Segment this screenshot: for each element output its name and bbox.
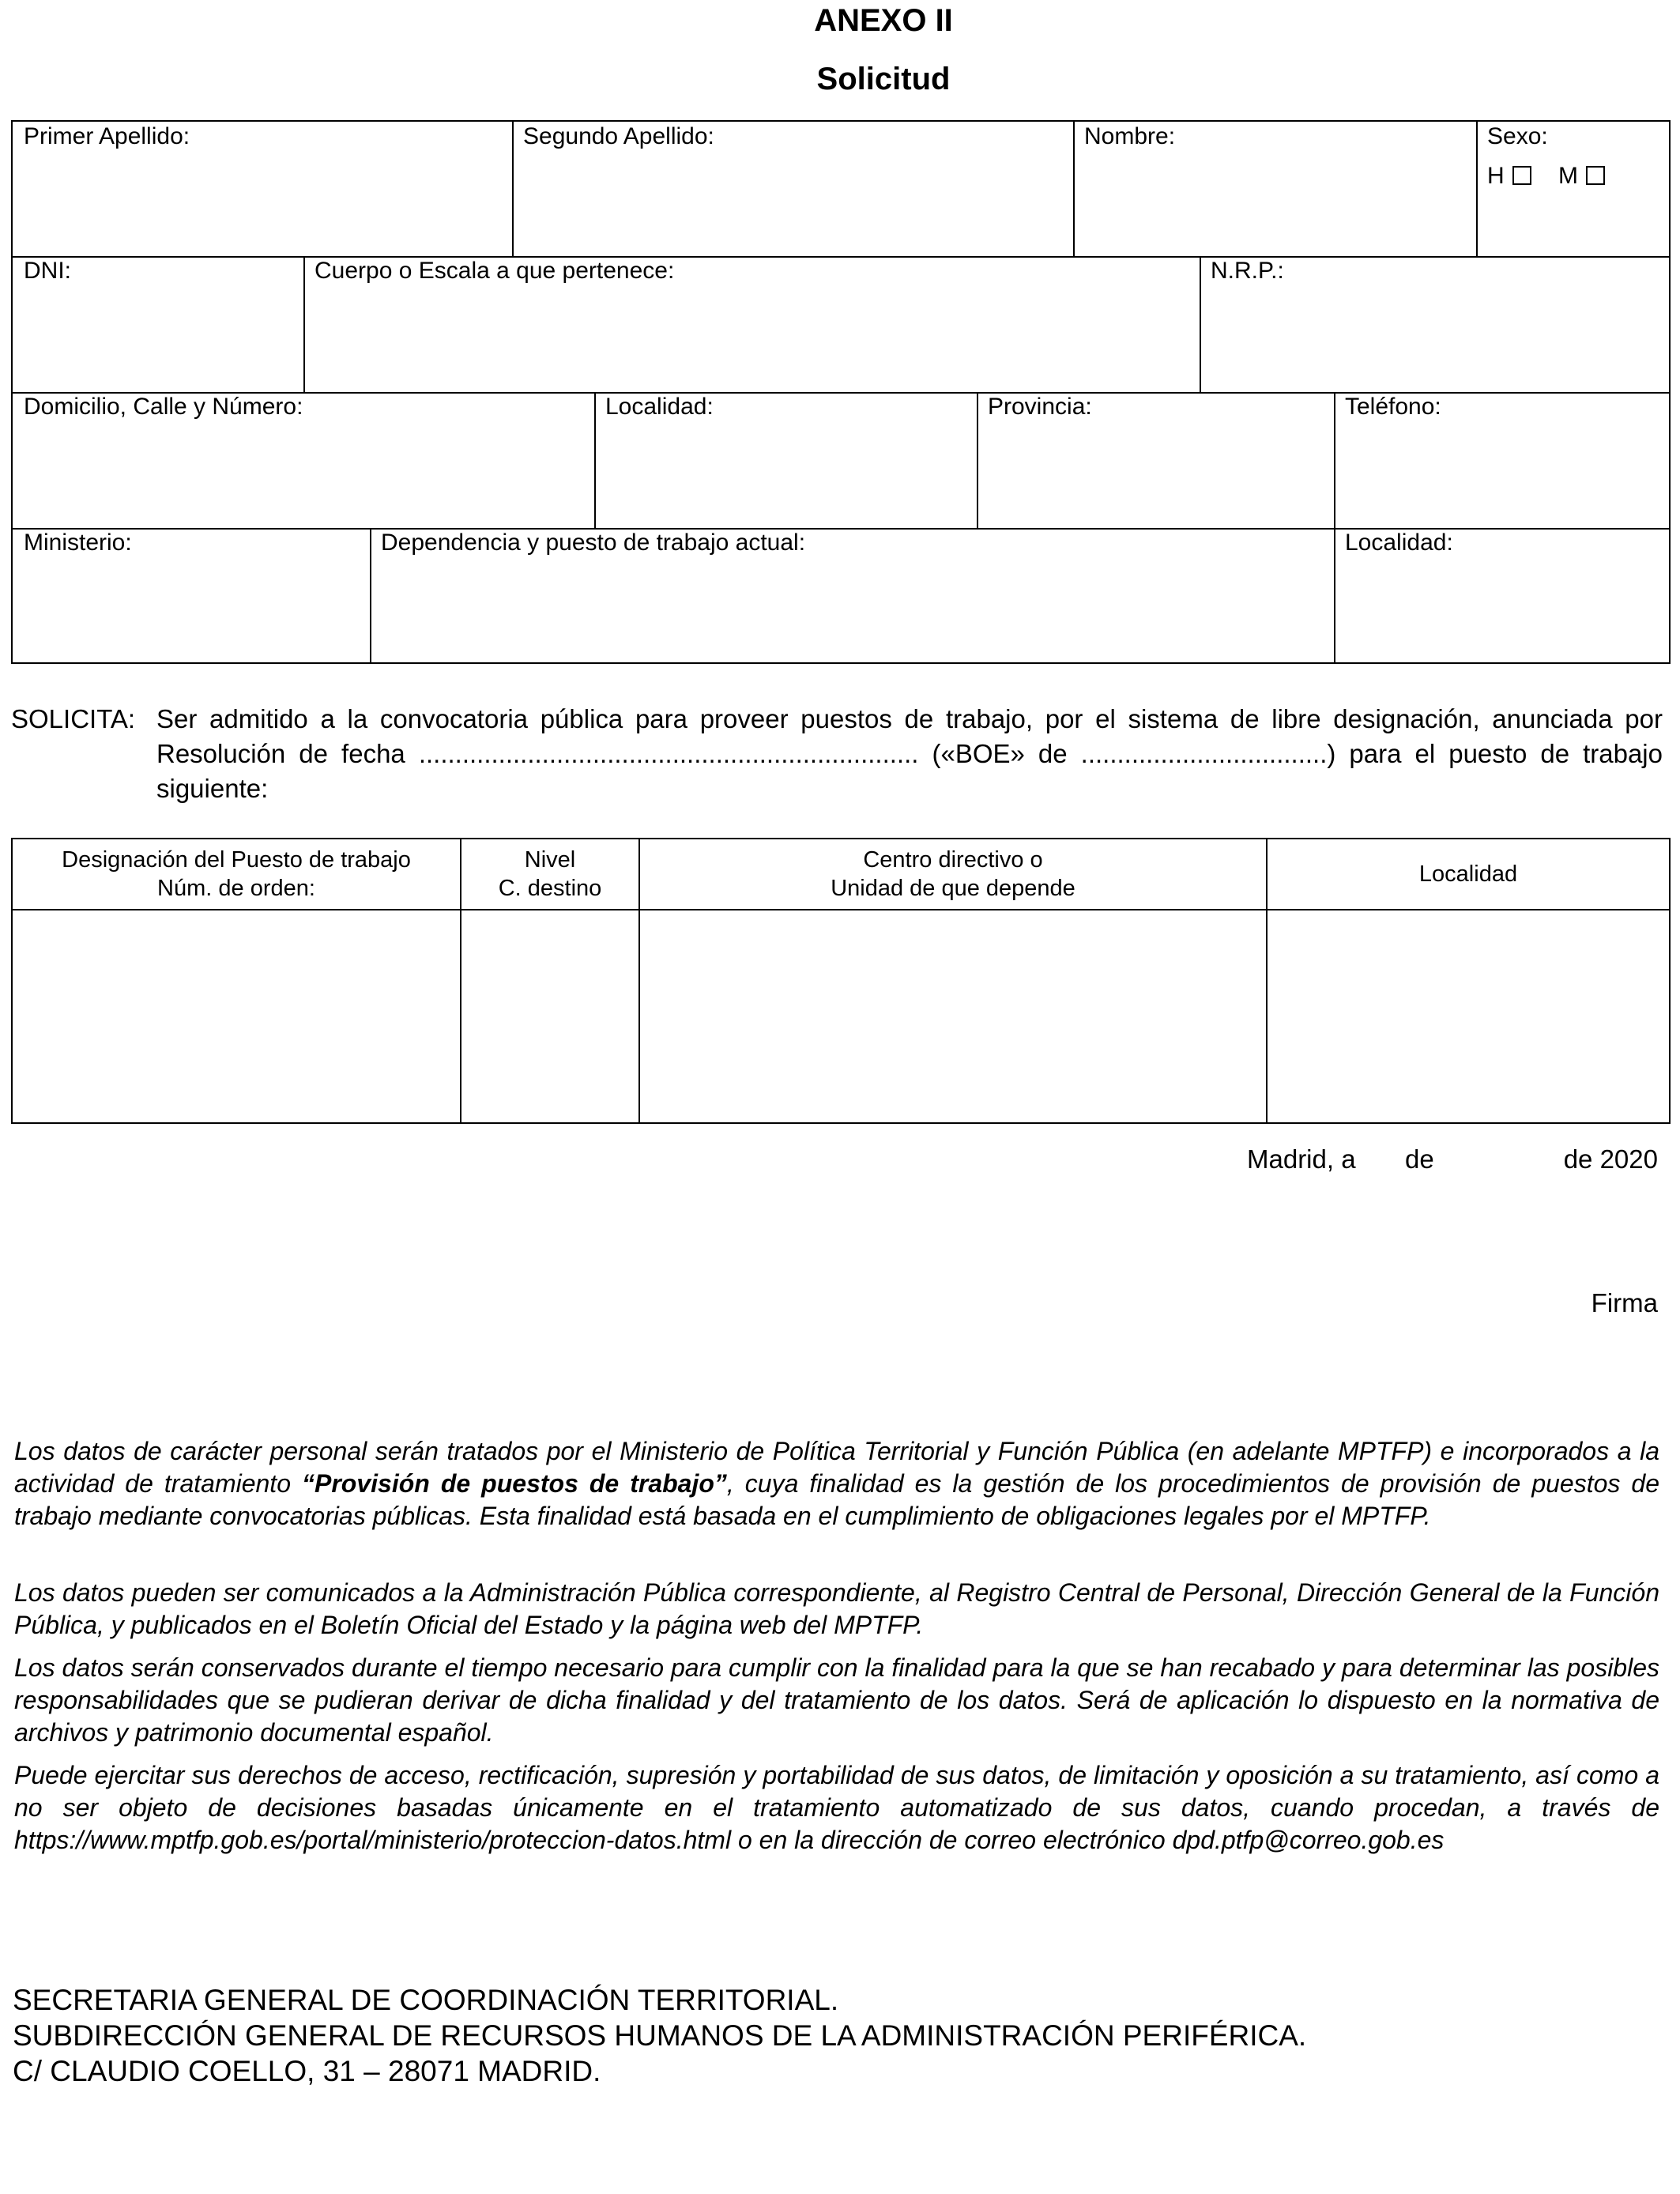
annex-title: ANEXO II [814, 3, 953, 38]
sexo-h-checkbox[interactable] [1512, 166, 1531, 185]
label-telefono: Teléfono: [1345, 394, 1441, 420]
cuerpo-escala-field[interactable] [305, 296, 1200, 390]
ministerio-field[interactable] [13, 567, 370, 662]
label-ministerio: Ministerio: [24, 530, 132, 556]
label-domicilio: Domicilio, Calle y Número: [24, 394, 303, 420]
privacy-paragraph-1: Los datos de carácter personal serán tratados por el Ministerio de Política Territorial y Función Pública (en adelante MPTFP) e incorporados a la actividad de tratamiento “Provisión de puestos de trabajo”, cuya finalidad es la gestión de los procedimientos de provisión de puestos de trabajo mediante convocatorias públicas. Esta finalidad está basada en el cumplimiento de obligaciones legales por el MPTFP. [14, 1437, 1660, 1530]
personal-data-form [11, 120, 1671, 664]
primer-apellido-field[interactable] [13, 160, 512, 254]
date-place: Madrid, a [1247, 1144, 1356, 1174]
sexo-m-label: M [1558, 163, 1579, 189]
provincia-field[interactable] [978, 432, 1334, 526]
header-designacion: Designación del Puesto de trabajo Núm. de orden: [62, 847, 411, 901]
date-year: de 2020 [1563, 1144, 1658, 1174]
privacy-paragraph-2: Los datos pueden ser comunicados a la Administración Pública correspondiente, al Registro Central de Personal, Dirección General de la Función Pública, y publicados en el Boletín Oficial del Estado y la página web del MPTFP. [14, 1578, 1659, 1639]
solicita-label: SOLICITA: [11, 704, 136, 733]
nivel-cell[interactable] [461, 910, 638, 1122]
dni-field[interactable] [13, 296, 303, 390]
localidad-field[interactable] [596, 432, 977, 526]
label-dni: DNI: [24, 258, 71, 284]
segundo-apellido-field[interactable] [514, 160, 1073, 254]
label-localidad: Localidad: [605, 394, 714, 420]
sexo-m-checkbox[interactable] [1586, 166, 1605, 185]
header-centro-directivo: Centro directivo o Unidad de que depende [831, 847, 1075, 901]
header-nivel: Nivel C. destino [498, 847, 602, 901]
solicita-text: Ser admitido a la convocatoria pública para proveer puestos de trabajo, por el sistema de libre designación, anunciada por Resolución de fecha ..................................................................... («BOE» de ..................................) para el puesto de trabajo siguiente: [156, 704, 1663, 803]
label-localidad-actual: Localidad: [1345, 530, 1453, 556]
nombre-field[interactable] [1075, 160, 1476, 254]
dependencia-field[interactable] [371, 567, 1334, 662]
footer-line-1: SECRETARIA GENERAL DE COORDINACIÓN TERRITORIAL. [13, 1984, 839, 2016]
sexo-h-label: H [1487, 163, 1505, 189]
label-nrp: N.R.P.: [1211, 258, 1284, 284]
telefono-field[interactable] [1335, 432, 1669, 526]
privacy-activity-name: “Provisión de puestos de trabajo” [302, 1469, 727, 1498]
nrp-field[interactable] [1201, 296, 1669, 390]
footer-line-2: SUBDIRECCIÓN GENERAL DE RECURSOS HUMANOS DE LA ADMINISTRACIÓN PERIFÉRICA. [13, 2019, 1307, 2052]
localidad-actual-field[interactable] [1335, 567, 1669, 662]
label-cuerpo-escala: Cuerpo o Escala a que pertenece: [315, 258, 675, 284]
localidad-cell[interactable] [1268, 910, 1669, 1122]
label-segundo-apellido: Segundo Apellido: [523, 123, 714, 149]
privacy-paragraph-3: Los datos serán conservados durante el tiempo necesario para cumplir con la finalidad para la que se han recabado y para determinar las posibles responsabilidades que se pudieran derivar de dicha finalidad y del tratamiento de los datos. Será de aplicación lo dispuesto en la normativa de archivos y patrimonio documental español. [14, 1653, 1659, 1747]
puesto-table [11, 838, 1671, 1124]
footer-line-3: C/ CLAUDIO COELLO, 31 – 28071 MADRID. [13, 2055, 601, 2087]
designacion-cell[interactable] [13, 910, 460, 1122]
centro-directivo-cell[interactable] [640, 910, 1266, 1122]
label-dependencia: Dependencia y puesto de trabajo actual: [381, 530, 806, 556]
label-nombre: Nombre: [1084, 123, 1176, 149]
privacy-paragraph-4: Puede ejercitar sus derechos de acceso, rectificación, supresión y portabilidad de sus datos, de limitación y oposición a su tratamiento, así como a no ser objeto de decisiones basadas únicamente en el tratamiento automatizado de sus datos, cuando procedan, a través de https://www.mptfp.gob.es/portal/ministerio/proteccion-datos.html o en la dirección de correo electrónico dpd.ptfp@correo.gob.es [14, 1761, 1659, 1854]
sexo-options [1487, 163, 1605, 190]
header-localidad: Localidad [1418, 861, 1518, 887]
date-de-1: de [1405, 1144, 1434, 1174]
form-subtitle: Solicitud [816, 62, 951, 96]
domicilio-field[interactable] [13, 432, 594, 526]
label-primer-apellido: Primer Apellido: [24, 123, 190, 149]
label-sexo: Sexo: [1487, 123, 1548, 149]
firma-label: Firma [1591, 1288, 1658, 1318]
date-line [0, 1144, 1658, 1179]
label-provincia: Provincia: [988, 394, 1092, 420]
